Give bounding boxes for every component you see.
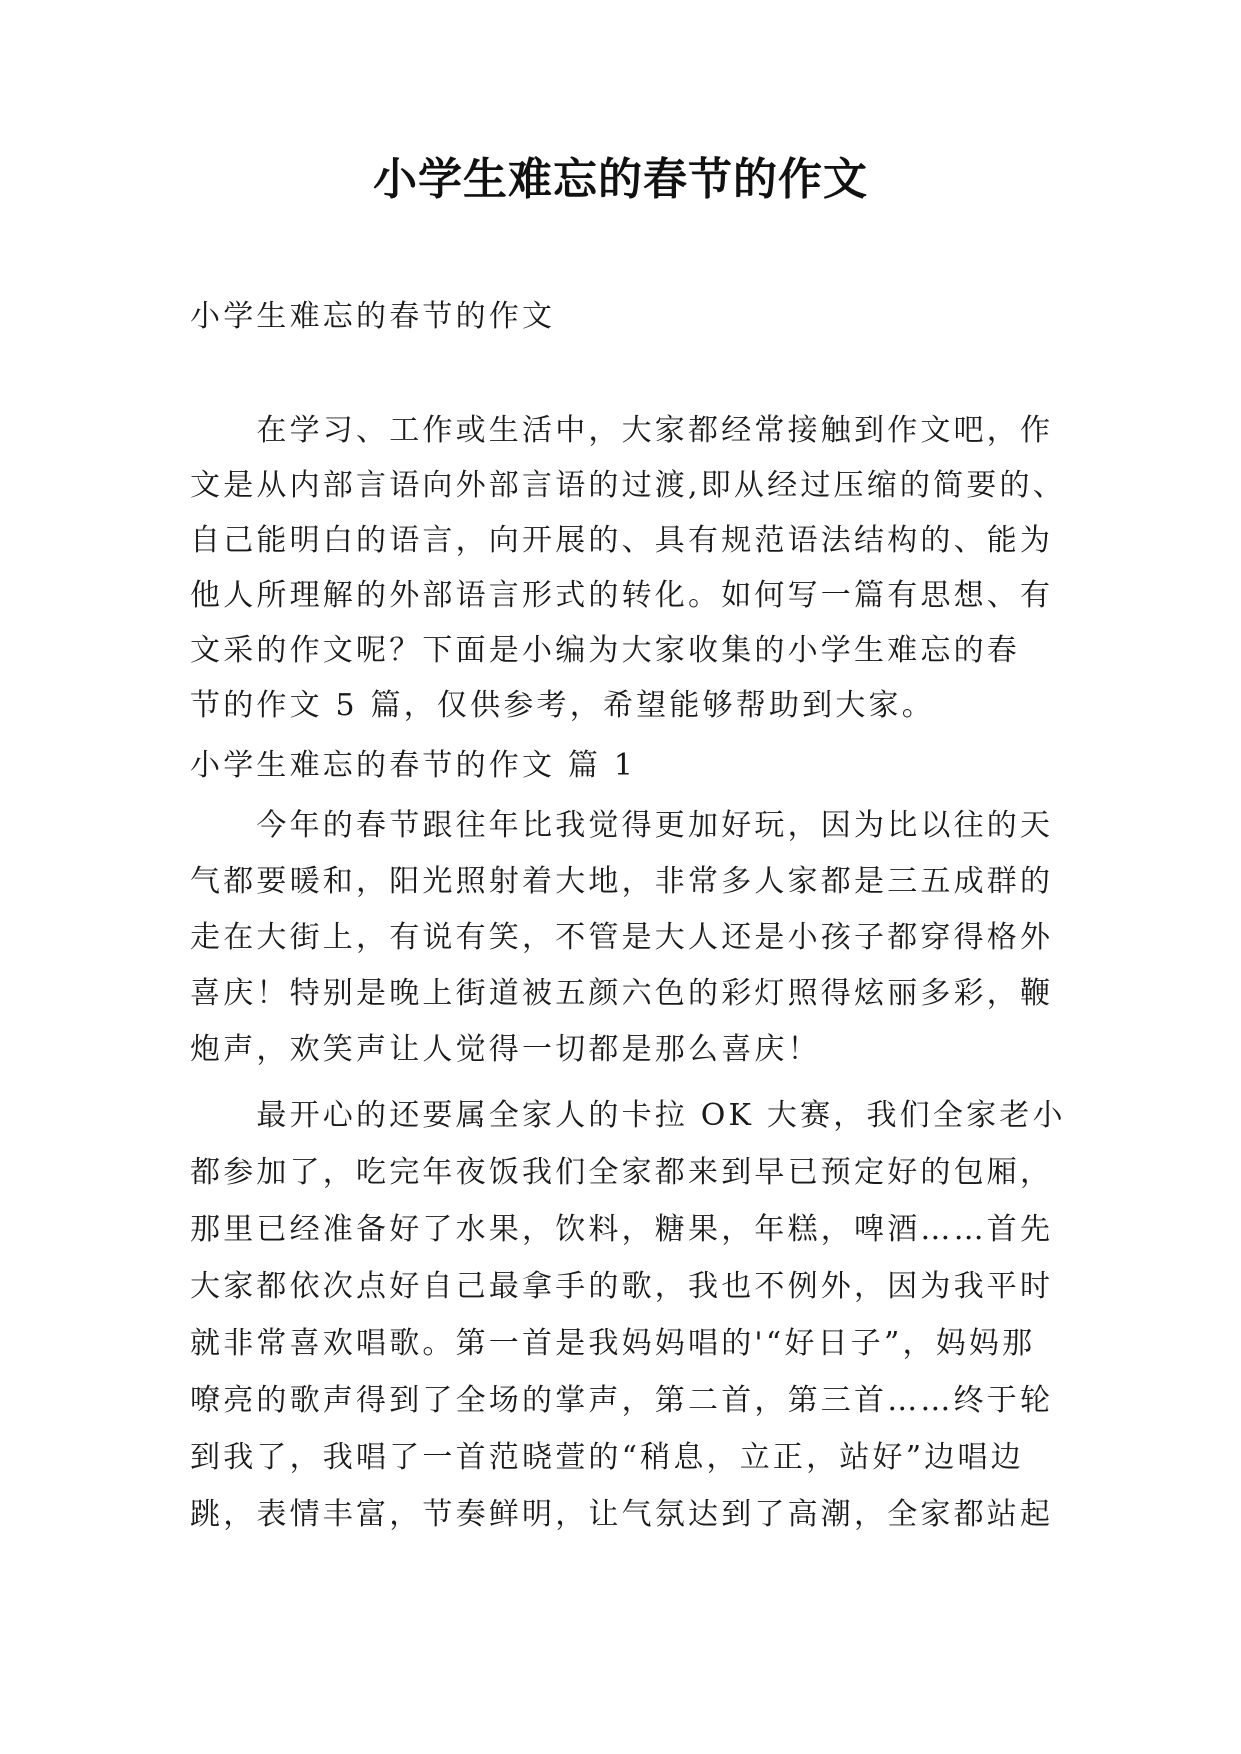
- document-subtitle: 小学生难忘的春节的作文: [190, 299, 556, 334]
- paragraph-line: 大家都依次点好自己最拿手的歌，我也不例外，因为我平时: [190, 1269, 1054, 1304]
- intro-line: 节的作文 5 篇，仅供参考，希望能够帮助到大家。: [190, 688, 935, 723]
- paragraph-line: 最开心的还要属全家人的卡拉 OK 大赛，我们全家老小: [190, 1098, 1066, 1133]
- document-title: 小学生难忘的春节的作文: [373, 154, 868, 205]
- paragraph-line: 喜庆！特别是晚上街道被五颜六色的彩灯照得炫丽多彩，鞭: [190, 976, 1054, 1011]
- intro-line: 文是从内部言语向外部言语的过渡,即从经过压缩的简要的、: [190, 468, 1066, 503]
- paragraph-line: 炮声，欢笑声让人觉得一切都是那么喜庆！: [190, 1032, 821, 1067]
- paragraph-line: 就非常喜欢唱歌。第一首是我妈妈唱的'“好日子”，妈妈那: [190, 1326, 1036, 1361]
- paragraph-line: 气都要暖和，阳光照射着大地，非常多人家都是三五成群的: [190, 864, 1054, 899]
- paragraph-line: 走在大街上，有说有笑，不管是大人还是小孩子都穿得格外: [190, 920, 1054, 955]
- intro-line: 他人所理解的外部语言形式的转化。如何写一篇有思想、有: [190, 578, 1054, 613]
- intro-line: 自己能明白的语言，向开展的、具有规范语法结构的、能为: [190, 523, 1054, 558]
- paragraph-line: 都参加了，吃完年夜饭我们全家都来到早已预定好的包厢，: [190, 1155, 1054, 1190]
- intro-line: 在学习、工作或生活中，大家都经常接触到作文吧，作: [190, 413, 1054, 448]
- paragraph-line: 嘹亮的歌声得到了全场的掌声，第二首，第三首……终于轮: [190, 1383, 1054, 1418]
- paragraph-line: 那里已经准备好了水果，饮料，糖果，年糕，啤酒……首先: [190, 1212, 1054, 1247]
- paragraph-line: 今年的春节跟往年比我觉得更加好玩，因为比以往的天: [190, 808, 1054, 843]
- paragraph-line: 到我了，我唱了一首范晓萱的“稍息，立正，站好”边唱边: [190, 1440, 1024, 1475]
- intro-line: 文采的作文呢？下面是小编为大家收集的小学生难忘的春: [190, 633, 1020, 668]
- section-heading: 小学生难忘的春节的作文 篇 1: [190, 748, 637, 783]
- paragraph-line: 跳，表情丰富，节奏鲜明，让气氛达到了高潮，全家都站起: [190, 1497, 1054, 1532]
